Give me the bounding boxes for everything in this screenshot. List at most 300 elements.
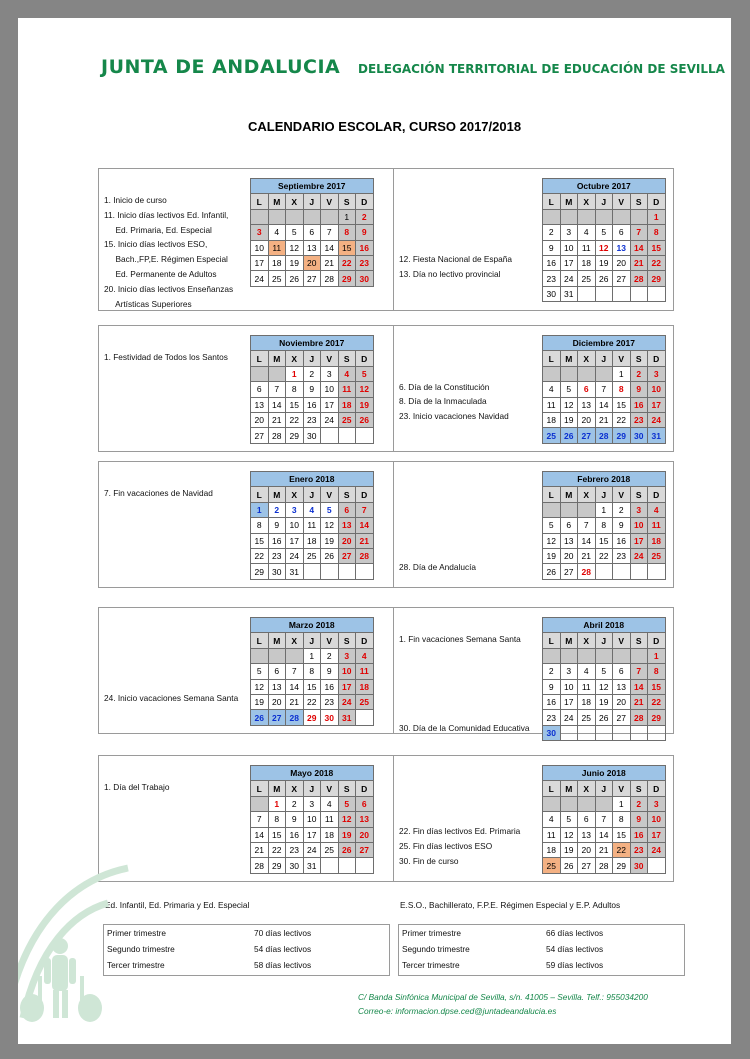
note-line [399,208,512,223]
day-cell [595,366,613,381]
day-cell: 28 [630,710,648,725]
day-cell [268,366,286,381]
month-calendar [542,471,666,580]
day-cell: 6 [338,502,356,517]
day-cell: 19 [560,842,578,857]
day-cell: 27 [578,858,596,873]
day-cell: 27 [560,564,578,579]
day-cell: 6 [613,225,631,240]
day-cell: 8 [595,518,613,533]
day-cell: 19 [356,397,374,412]
day-cell: 16 [321,679,339,694]
day-cell: 7 [595,812,613,827]
day-cell: 8 [286,382,304,397]
note-line [104,676,238,691]
day-cell: 17 [303,827,321,842]
day-cell: 6 [613,664,631,679]
day-cell: 30 [630,858,648,873]
day-cell: 4 [356,648,374,663]
footer-email: Correo-e: informacion.dpse.ced@juntadeandalucia.es [358,1006,557,1016]
day-cell: 19 [321,533,339,548]
day-cell [560,648,578,663]
day-cell: 11 [321,812,339,827]
day-cell: 1 [613,796,631,811]
day-cell: 22 [648,255,666,270]
day-cell: 22 [595,548,613,563]
day-cell: 26 [560,858,578,873]
day-cell: 19 [338,827,356,842]
month-notes [104,350,228,365]
note-line: Bach.,FP,E. Régimen Especial [104,254,228,265]
day-cell: 17 [648,827,666,842]
day-cell: 8 [613,812,631,827]
weekday-header: D [648,351,666,366]
weekday-header: D [356,633,374,648]
day-cell [303,209,321,224]
note-line [399,501,476,516]
summary-value: 70 días lectivos [254,928,312,938]
day-cell: 23 [543,710,561,725]
day-cell: 5 [338,796,356,811]
day-cell [560,502,578,517]
day-cell: 27 [578,428,596,443]
day-cell: 1 [268,796,286,811]
day-cell: 30 [543,286,561,301]
weekday-header: X [286,194,304,209]
day-cell: 9 [356,225,374,240]
weekday-header: D [648,487,666,502]
day-cell: 16 [286,827,304,842]
andalucia-shield-icon [18,858,138,1028]
weekday-header: X [578,487,596,502]
day-cell: 24 [560,710,578,725]
day-cell: 9 [303,382,321,397]
weekday-header: V [321,194,339,209]
day-cell: 27 [613,271,631,286]
day-cell: 3 [630,502,648,517]
day-cell: 4 [338,366,356,381]
day-cell: 24 [338,694,356,709]
month-notes [104,486,213,501]
day-cell: 17 [338,679,356,694]
day-cell: 8 [303,664,321,679]
day-cell: 23 [630,842,648,857]
day-cell: 30 [543,725,561,740]
day-cell [578,286,596,301]
day-cell: 12 [356,382,374,397]
note-line [399,237,512,252]
weekday-header: V [613,781,631,796]
day-cell [613,209,631,224]
day-cell: 1 [303,648,321,663]
day-cell: 27 [338,548,356,563]
day-cell: 29 [338,271,356,286]
day-cell: 31 [338,710,356,725]
day-cell: 11 [578,679,596,694]
month-calendar [542,617,666,741]
day-cell: 10 [303,812,321,827]
day-cell [578,502,596,517]
day-cell: 4 [543,382,561,397]
day-cell: 13 [356,812,374,827]
weekday-header: J [303,633,321,648]
summary-label: Primer trimestre [402,928,462,938]
day-cell: 21 [578,548,596,563]
weekday-header: J [595,194,613,209]
day-cell: 10 [648,812,666,827]
day-cell: 13 [268,679,286,694]
note-line [399,691,530,706]
day-cell: 25 [543,858,561,873]
day-cell: 22 [613,842,631,857]
day-cell: 26 [356,412,374,427]
month-title: Mayo 2018 [251,766,374,781]
day-cell: 3 [251,225,269,240]
day-cell [613,564,631,579]
day-cell [560,366,578,381]
month-notes [104,193,233,311]
day-cell: 2 [630,796,648,811]
weekday-header: J [595,781,613,796]
note-line [399,647,530,662]
weekday-header: J [303,781,321,796]
weekday-header: X [578,194,596,209]
day-cell: 24 [648,842,666,857]
day-cell: 10 [321,382,339,397]
summary-row [104,925,389,941]
weekday-header: M [268,633,286,648]
day-cell: 20 [578,842,596,857]
day-cell: 20 [560,548,578,563]
day-cell: 12 [251,679,269,694]
day-cell: 19 [560,412,578,427]
day-cell: 18 [543,842,561,857]
day-cell [356,564,374,579]
weekday-header: L [543,194,561,209]
day-cell: 6 [251,382,269,397]
day-cell: 12 [321,518,339,533]
summary-value: 54 días lectivos [546,944,604,954]
day-cell: 17 [560,694,578,709]
day-cell: 19 [286,255,304,270]
weekday-header: X [286,487,304,502]
day-cell: 18 [578,694,596,709]
note-line: 25. Fin días lectivos ESO [399,841,493,852]
day-cell: 27 [268,710,286,725]
day-cell: 23 [286,842,304,857]
day-cell: 1 [648,209,666,224]
day-cell: 18 [303,533,321,548]
day-cell: 25 [543,428,561,443]
day-cell: 29 [613,428,631,443]
day-cell: 15 [595,533,613,548]
day-cell: 4 [268,225,286,240]
day-cell: 7 [251,812,269,827]
summary-box-primary [103,924,390,976]
day-cell: 15 [648,240,666,255]
day-cell: 3 [303,796,321,811]
month-title: Abril 2018 [543,618,666,633]
summary-label: Segundo trimestre [107,944,175,954]
day-cell: 10 [338,664,356,679]
day-cell: 8 [648,225,666,240]
day-cell: 25 [648,548,666,563]
day-cell: 20 [303,255,321,270]
weekday-header: S [630,633,648,648]
day-cell: 20 [356,827,374,842]
day-cell: 13 [613,240,631,255]
weekday-header: L [251,781,269,796]
day-cell: 2 [543,225,561,240]
day-cell [578,366,596,381]
day-cell: 22 [251,548,269,563]
day-cell [613,286,631,301]
day-cell: 3 [648,366,666,381]
day-cell [630,725,648,740]
day-cell: 6 [303,225,321,240]
weekday-header: J [595,487,613,502]
day-cell: 11 [338,382,356,397]
summary-value: 58 días lectivos [254,960,312,970]
month-title: Marzo 2018 [251,618,374,633]
day-cell: 3 [560,225,578,240]
day-cell: 12 [543,533,561,548]
month-title: Noviembre 2017 [251,336,374,351]
day-cell: 3 [560,664,578,679]
day-cell: 28 [268,428,286,443]
day-cell: 14 [595,827,613,842]
day-cell: 30 [630,428,648,443]
day-cell: 17 [648,397,666,412]
day-cell [321,564,339,579]
note-line: 1. Fin vacaciones Semana Santa [399,634,521,644]
day-cell: 23 [630,412,648,427]
weekday-header: V [613,633,631,648]
day-cell: 16 [630,827,648,842]
day-cell: 4 [321,796,339,811]
day-cell: 14 [251,827,269,842]
day-cell: 24 [303,842,321,857]
day-cell: 12 [286,240,304,255]
day-cell: 13 [560,533,578,548]
day-cell: 2 [321,648,339,663]
weekday-header: S [630,781,648,796]
note-line: 15. Inicio días lectivos ESO, [104,239,208,250]
day-cell: 17 [321,397,339,412]
day-cell: 7 [630,664,648,679]
day-cell: 31 [303,858,321,873]
month-notes [399,350,509,424]
day-cell: 5 [560,382,578,397]
day-cell: 24 [251,271,269,286]
weekday-header: M [268,781,286,796]
day-cell: 9 [268,518,286,533]
note-line [104,662,238,677]
weekday-header: D [356,487,374,502]
day-cell [286,209,304,224]
summary-row [104,941,389,957]
summary-heading-secondary: E.S.O., Bachillerato, F.P.E. Régimen Especial y E.P. Adultos [400,900,621,910]
delegation-title: DELEGACIÓN TERRITORIAL DE EDUCACIÓN DE SEVILLA [358,62,725,76]
day-cell: 14 [578,533,596,548]
day-cell: 9 [613,518,631,533]
day-cell: 7 [356,502,374,517]
page-title: CALENDARIO ESCOLAR, CURSO 2017/2018 [248,119,522,134]
day-cell: 9 [321,664,339,679]
day-cell: 2 [268,502,286,517]
day-cell: 18 [268,255,286,270]
month-notes [104,780,170,795]
month-calendar [542,335,666,444]
day-cell: 13 [613,679,631,694]
day-cell: 26 [543,564,561,579]
day-cell: 21 [268,412,286,427]
day-cell [595,725,613,740]
day-cell: 16 [356,240,374,255]
day-cell [338,428,356,443]
note-line: 22. Fin días lectivos Ed. Primaria [399,826,521,837]
weekday-header: D [356,781,374,796]
day-cell [268,209,286,224]
day-cell: 12 [560,397,578,412]
day-cell [338,564,356,579]
day-cell: 23 [543,271,561,286]
day-cell: 19 [595,694,613,709]
day-cell: 13 [578,397,596,412]
day-cell: 26 [560,428,578,443]
summary-label: Primer trimestre [107,928,167,938]
day-cell: 2 [356,209,374,224]
weekday-header: D [648,781,666,796]
summary-value: 66 días lectivos [546,928,604,938]
day-cell: 21 [251,842,269,857]
weekday-header: X [286,781,304,796]
weekday-header: S [630,487,648,502]
note-line: 28. Día de Andalucía [399,561,477,572]
day-cell: 17 [630,533,648,548]
month-notes [399,632,530,736]
note-line [104,632,238,647]
weekday-header: J [303,487,321,502]
day-cell: 28 [286,710,304,725]
day-cell: 2 [303,366,321,381]
day-cell [251,366,269,381]
month-calendar [542,765,666,874]
day-cell: 31 [560,286,578,301]
day-cell: 21 [595,412,613,427]
day-cell: 5 [356,366,374,381]
weekday-header: S [630,351,648,366]
day-cell [648,564,666,579]
day-cell: 14 [286,679,304,694]
day-cell [560,209,578,224]
weekday-header: J [595,633,613,648]
day-cell [595,648,613,663]
day-cell: 22 [648,694,666,709]
day-cell: 14 [356,518,374,533]
day-cell: 18 [356,679,374,694]
day-cell: 5 [560,812,578,827]
note-line: 13. Día no lectivo provincial [399,268,501,279]
day-cell: 15 [648,679,666,694]
day-cell [286,648,304,663]
day-cell: 22 [286,412,304,427]
note-line: 24. Inicio vacaciones Semana Santa [104,693,239,704]
day-cell [648,286,666,301]
day-cell: 14 [268,397,286,412]
note-line: 8. Día de la Inmaculada [399,396,487,407]
day-cell: 24 [286,548,304,563]
summary-row [399,941,684,957]
day-cell: 22 [268,842,286,857]
day-cell [543,648,561,663]
day-cell: 30 [303,428,321,443]
day-cell: 12 [338,812,356,827]
day-cell: 6 [268,664,286,679]
day-cell: 2 [286,796,304,811]
day-cell: 28 [595,858,613,873]
day-cell: 3 [286,502,304,517]
day-cell: 23 [613,548,631,563]
day-cell: 9 [630,812,648,827]
weekday-header: V [321,351,339,366]
day-cell: 17 [560,255,578,270]
day-cell: 14 [630,240,648,255]
day-cell: 28 [630,271,648,286]
day-cell [578,648,596,663]
day-cell [630,564,648,579]
day-cell [613,725,631,740]
weekday-header: V [321,487,339,502]
day-cell: 1 [338,209,356,224]
summary-label: Segundo trimestre [402,944,470,954]
day-cell: 20 [578,412,596,427]
footer-address: C/ Banda Sinfónica Municipal de Sevilla, s/n. 41005 – Sevilla. Telf.: 955034200 [358,992,648,1002]
day-cell: 9 [630,382,648,397]
day-cell: 15 [303,679,321,694]
day-cell: 13 [578,827,596,842]
day-cell: 1 [648,648,666,663]
note-line: 1. Día del Trabajo [104,782,170,792]
weekday-header: L [543,351,561,366]
day-cell: 5 [595,225,613,240]
weekday-header: M [560,781,578,796]
day-cell: 6 [560,518,578,533]
summary-label: Tercer trimestre [107,960,165,970]
day-cell: 29 [613,858,631,873]
day-cell: 5 [543,518,561,533]
note-line: 20. Inicio días lectivos Enseñanzas [104,283,234,294]
day-cell: 25 [578,710,596,725]
day-cell: 10 [648,382,666,397]
weekday-header: S [338,194,356,209]
day-cell: 3 [321,366,339,381]
weekday-header: L [543,781,561,796]
weekday-header: D [356,194,374,209]
day-cell: 28 [321,271,339,286]
day-cell: 27 [303,271,321,286]
day-cell: 3 [648,796,666,811]
note-line [399,223,512,238]
day-cell [321,209,339,224]
note-line [399,795,520,810]
day-cell: 16 [630,397,648,412]
day-cell: 2 [630,366,648,381]
day-cell: 7 [286,664,304,679]
day-cell [595,564,613,579]
day-cell: 10 [630,518,648,533]
note-line [399,662,530,677]
